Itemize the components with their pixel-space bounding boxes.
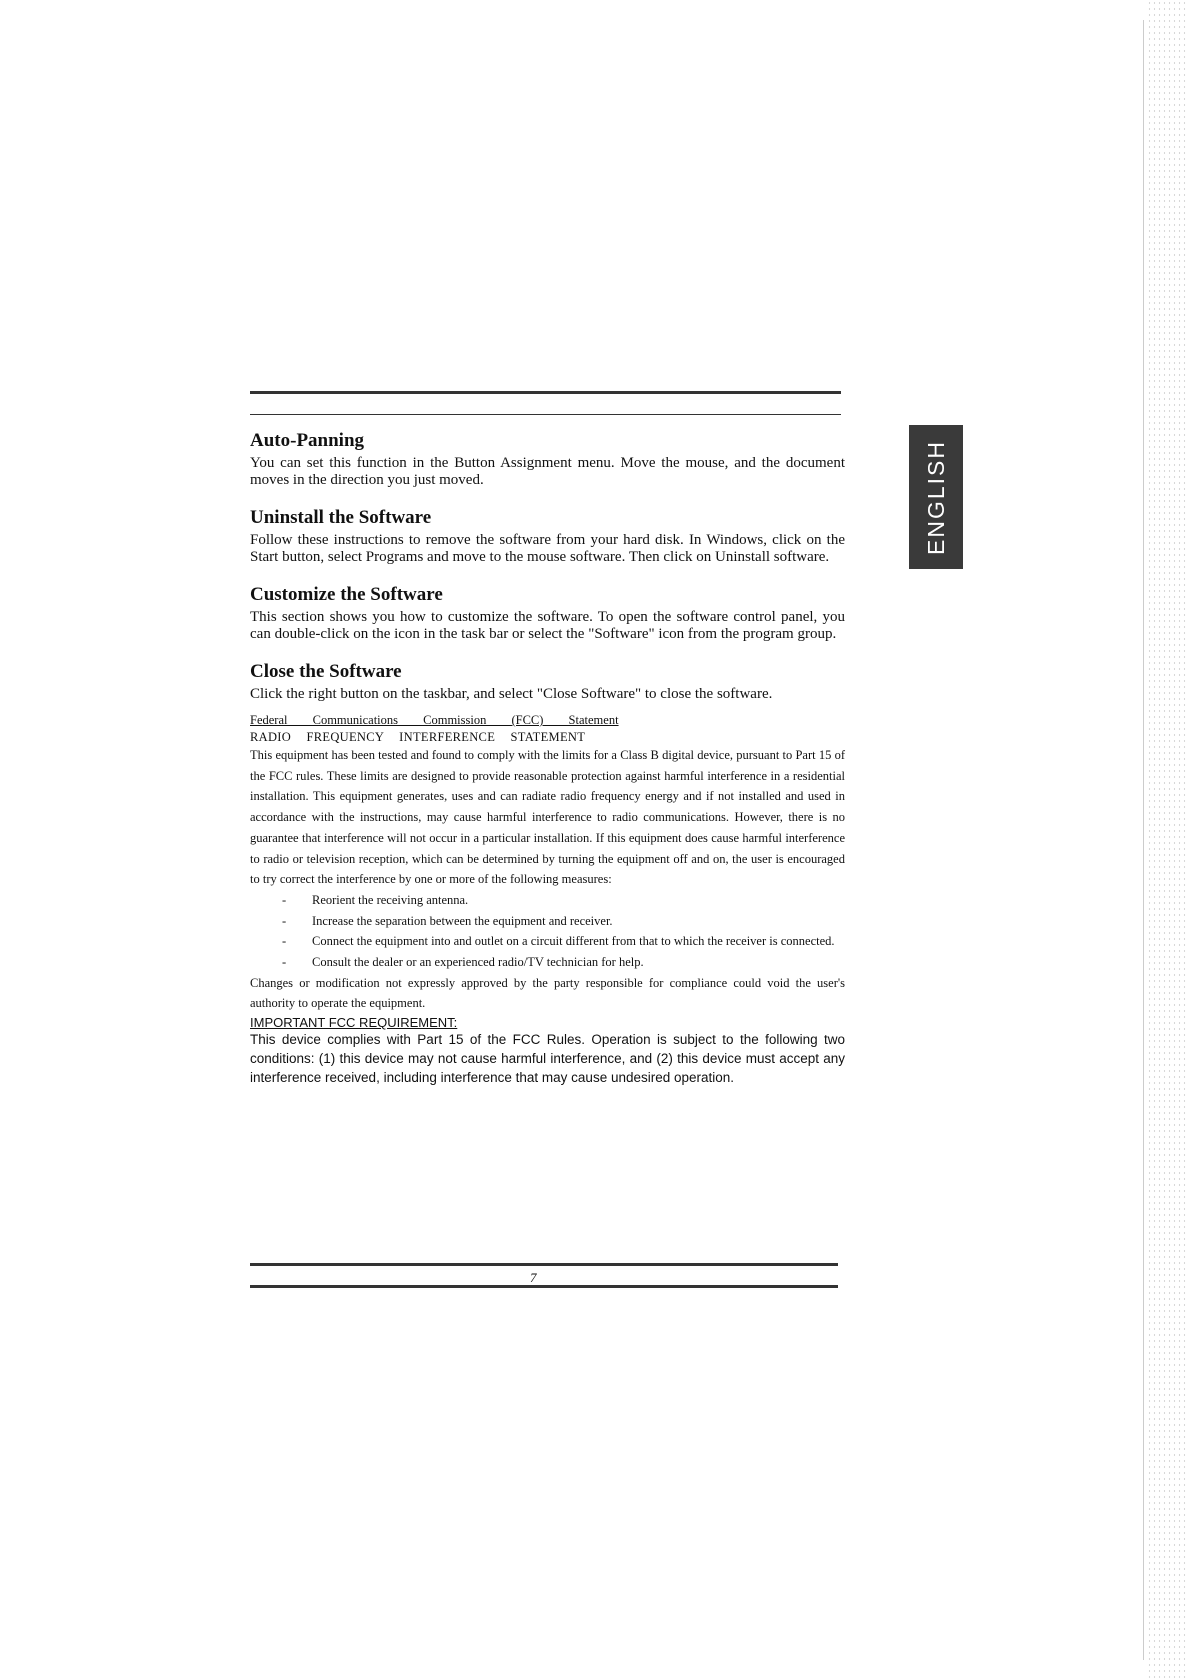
- section-close: [250, 661, 845, 703]
- section-heading: Close the Software: [250, 661, 402, 682]
- section-auto-panning: [250, 430, 845, 489]
- section-body: This section shows you how to customize the software. To open the software control panel, you can double-click on the icon in the task bar or select the "Software" icon from the program group.: [250, 609, 845, 642]
- list-item: - Increase the separation between the equipment and receiver.: [282, 911, 845, 932]
- scan-edge-line: [1143, 20, 1144, 1660]
- section-heading: Uninstall the Software: [250, 507, 432, 528]
- fcc-heading: Federal Communications Commission (FCC) Statement: [250, 713, 619, 727]
- list-item: - Consult the dealer or an experienced radio/TV technician for help.: [282, 952, 845, 973]
- section-customize: [250, 584, 845, 643]
- section-body: Follow these instructions to remove the software from your hard disk. In Windows, click on the Start button, select Programs and move to the mouse software. Then click on Uninstall software.: [250, 532, 845, 565]
- fcc-body: This equipment has been tested and found to comply with the limits for a Class B digital device, pursuant to Part 15 of the FCC rules. These limits are designed to provide reasonable protection against harmful interference in a residential installation. This equipment generates, uses and can radiate radio frequency energy and if not installed and used in accordance with the instructions, may cause harmful interference to radio communications. However, there is no guarantee that interference will not occur in a particular installation. If this equipment does cause harmful interference to radio or television reception, which can be determined by turning the equipment off and on, the user is encouraged to try correct the interference by one or more of the following measures:: [250, 748, 845, 887]
- scan-edge-texture: [1147, 0, 1187, 1679]
- page-content: [250, 430, 845, 1087]
- list-item: - Connect the equipment into and outlet on a circuit different from that to which the receiver is connected.: [282, 931, 845, 952]
- list-item: - Reorient the receiving antenna.: [282, 890, 845, 911]
- section-heading: Customize the Software: [250, 584, 443, 605]
- top-rule-2: [250, 414, 841, 415]
- section-body: Click the right button on the taskbar, and select "Close Software" to close the software.: [250, 686, 773, 702]
- section-heading: Auto-Panning: [250, 430, 365, 451]
- page-number: 7: [530, 1270, 537, 1285]
- fcc-subheading: RADIO FREQUENCY INTERFERENCE STATEMENT: [250, 730, 586, 744]
- language-tab: [909, 425, 963, 569]
- fcc-changes: Changes or modification not expressly approved by the party responsible for compliance could void the user's authority to operate the equipment.: [250, 975, 845, 1011]
- section-uninstall: [250, 507, 845, 566]
- bottom-rule-1: [250, 1263, 838, 1266]
- section-body: You can set this function in the Button Assignment menu. Move the mouse, and the document moves in the direction you just moved.: [250, 455, 845, 488]
- top-rule-1: [250, 391, 841, 394]
- language-tab-label: ENGLISH: [922, 439, 949, 555]
- bottom-rule-2: [250, 1285, 838, 1288]
- fcc-requirement-body: This device complies with Part 15 of the FCC Rules. Operation is subject to the following two conditions: (1) this device may not cause harmful interference, and (2) this device must accept any interference received, including interference that may cause undesired operation.: [250, 1032, 845, 1086]
- fcc-requirement-heading: IMPORTANT FCC REQUIREMENT:: [250, 1015, 458, 1031]
- fcc-measures-list: [250, 890, 845, 973]
